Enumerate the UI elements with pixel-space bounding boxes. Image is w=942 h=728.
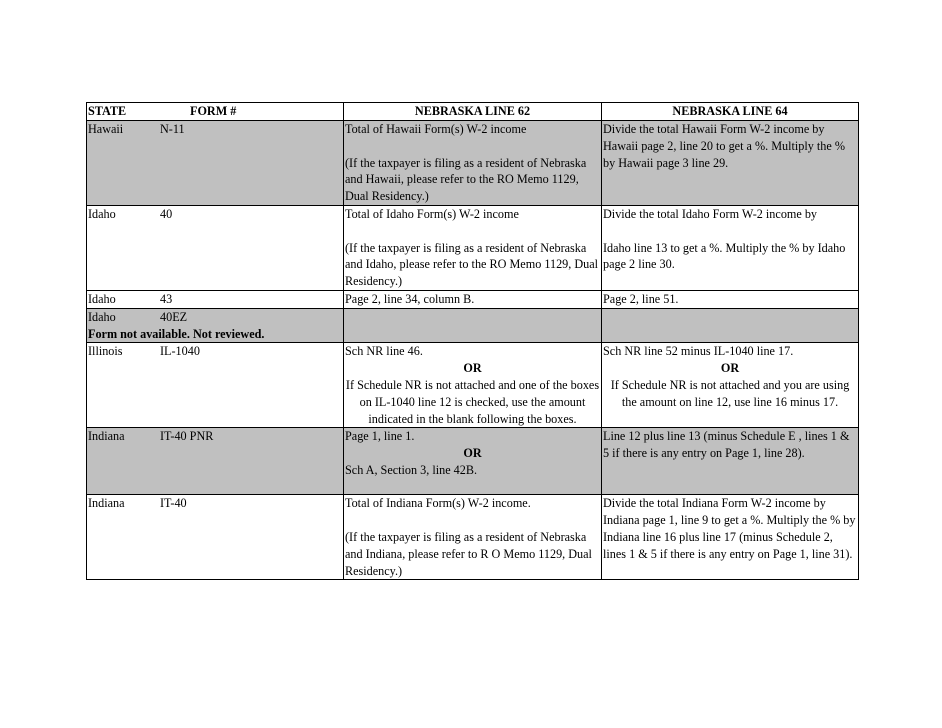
line62-alternative: Sch A, Section 3, line 42B. bbox=[345, 462, 478, 477]
or-separator: OR bbox=[463, 446, 482, 461]
line64-alternative: If Schedule NR is not attached and you are using the amount on line 12, use line 16 minus 17. bbox=[610, 377, 850, 409]
line62-cell bbox=[344, 495, 602, 580]
table-row bbox=[87, 121, 859, 206]
form-status-note: Form not available. Not reviewed. bbox=[88, 326, 265, 341]
table-row bbox=[87, 428, 859, 495]
state-form-cell bbox=[87, 291, 344, 309]
form-number: N-11 bbox=[160, 122, 185, 136]
line62-text: Total of Indiana Form(s) W-2 income. bbox=[345, 496, 531, 511]
line62-cell bbox=[344, 291, 602, 309]
line62-text: Sch NR line 46. bbox=[345, 344, 423, 359]
nebraska-line-reference-table bbox=[86, 102, 859, 580]
state-name: Indiana bbox=[88, 496, 125, 511]
state-form-cell bbox=[87, 308, 344, 343]
state-name: Idaho bbox=[88, 309, 116, 324]
table-row bbox=[87, 343, 859, 428]
form-number: IT-40 bbox=[160, 496, 187, 511]
state-name: Idaho bbox=[88, 292, 116, 306]
header-row bbox=[87, 103, 859, 121]
line64-cell bbox=[602, 291, 859, 309]
state-form-cell bbox=[87, 428, 344, 495]
line64-text: Page 2, line 51. bbox=[603, 292, 679, 306]
table-row bbox=[87, 308, 859, 343]
line64-cell bbox=[602, 343, 859, 428]
header-line62: NEBRASKA LINE 62 bbox=[344, 103, 602, 121]
table-row bbox=[87, 206, 859, 291]
line64-text: Divide the total Idaho Form W-2 income by bbox=[603, 207, 818, 221]
header-form: FORM # bbox=[190, 104, 237, 118]
or-separator: OR bbox=[720, 361, 740, 376]
form-number: 40 bbox=[160, 207, 173, 221]
table-row bbox=[87, 291, 859, 309]
line64-text: Line 12 plus line 13 (minus Schedule E , lines 1 & 5 if there is any entry on Page 1, line 28). bbox=[603, 429, 850, 461]
line62-note: (If the taxpayer is filing as a resident of Nebraska and Hawaii, please refer to the RO Memo 1129, Dual Residency.) bbox=[345, 155, 587, 204]
state-name: Indiana bbox=[88, 429, 125, 444]
header-state-form bbox=[87, 103, 344, 121]
line64-cell bbox=[602, 206, 859, 291]
line62-cell bbox=[344, 343, 602, 428]
line64-text: Sch NR line 52 minus IL-1040 line 17. bbox=[603, 344, 794, 359]
form-number: 40EZ bbox=[160, 309, 188, 324]
line62-alternative: If Schedule NR is not attached and one of the boxes on IL-1040 line 12 is checked, use the amount indicated in the blank following the boxes. bbox=[345, 377, 600, 426]
state-name: Illinois bbox=[88, 344, 123, 359]
or-separator: OR bbox=[463, 361, 482, 376]
line62-text: Total of Idaho Form(s) W-2 income bbox=[345, 207, 519, 221]
line64-cell bbox=[602, 428, 859, 495]
line64-text: Divide the total Hawaii Form W-2 income by Hawaii page 2, line 20 to get a %. Multiply the % by Hawaii page 3 line 29. bbox=[603, 122, 846, 170]
line62-note: (If the taxpayer is filing as a resident of Nebraska and Idaho, please refer to the RO Memo 1129, Dual Residency.) bbox=[345, 240, 599, 289]
line62-cell bbox=[344, 308, 602, 343]
line62-cell bbox=[344, 206, 602, 291]
form-number: IL-1040 bbox=[160, 344, 200, 359]
line64-cell bbox=[602, 121, 859, 206]
state-name: Hawaii bbox=[88, 122, 124, 136]
line64-cell bbox=[602, 495, 859, 580]
header-line64: NEBRASKA LINE 64 bbox=[602, 103, 859, 121]
line64-text: Divide the total Indiana Form W-2 income by Indiana page 1, line 9 to get a %. Multiply the % by Indiana line 16 plus line 17 (minus Schedule 2, lines 1 & 5 if there is any entry on Page 1, line 31). bbox=[603, 496, 856, 561]
state-name: Idaho bbox=[88, 207, 116, 221]
line64-cell bbox=[602, 308, 859, 343]
line62-text: Page 1, line 1. bbox=[345, 429, 415, 444]
form-number: 43 bbox=[160, 292, 173, 306]
form-number: IT-40 PNR bbox=[160, 429, 214, 444]
table-row bbox=[87, 495, 859, 580]
state-form-cell bbox=[87, 206, 344, 291]
state-form-cell bbox=[87, 121, 344, 206]
line62-text: Total of Hawaii Form(s) W-2 income bbox=[345, 122, 527, 136]
line64-text-cont: Idaho line 13 to get a %. Multiply the % by Idaho page 2 line 30. bbox=[603, 240, 846, 272]
header-state: STATE bbox=[88, 104, 127, 118]
state-form-cell bbox=[87, 343, 344, 428]
line62-cell bbox=[344, 428, 602, 495]
line62-cell bbox=[344, 121, 602, 206]
line62-note: (If the taxpayer is filing as a resident of Nebraska and Indiana, please refer to R O Memo 1129, Dual Residency.) bbox=[345, 529, 592, 578]
state-form-cell bbox=[87, 495, 344, 580]
line62-text: Page 2, line 34, column B. bbox=[345, 292, 475, 306]
